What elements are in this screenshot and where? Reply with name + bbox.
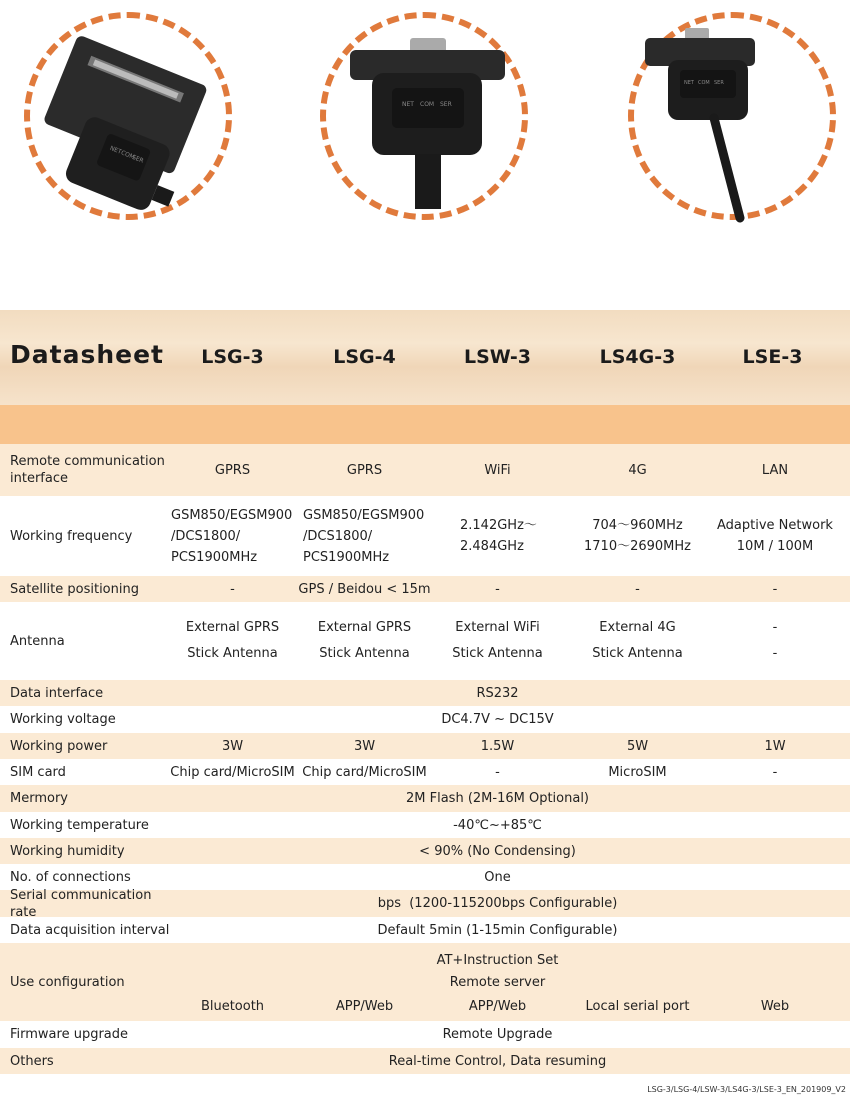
- led-label: COM: [698, 80, 710, 86]
- cell-line: 2.142GHz～: [460, 518, 537, 533]
- table-row: [0, 1021, 850, 1048]
- table-row: [0, 838, 850, 864]
- cell-value: 1W: [764, 738, 786, 754]
- datasheet-header: [0, 310, 850, 405]
- table-row: [0, 887, 850, 920]
- led-label: NET: [108, 144, 123, 156]
- cell-value: APP/Web: [335, 998, 394, 1014]
- cell-line: Adaptive Network: [717, 518, 833, 533]
- cell-value: Real-time Control, Data resuming: [388, 1053, 607, 1069]
- cell-value: [165, 496, 306, 576]
- cell-line: External GPRS: [317, 620, 412, 635]
- device-image-3: [640, 18, 830, 228]
- table-row: [0, 576, 850, 602]
- cell-value: -40℃~+85℃: [453, 817, 542, 833]
- row-label: Data acquisition interval: [10, 922, 170, 938]
- cell-line: External WiFi: [455, 620, 540, 635]
- cell-line: 1710～2690MHz: [584, 539, 691, 554]
- row-label: Data interface: [10, 685, 104, 701]
- cell-value: 2M Flash (2M-16M Optional): [406, 791, 589, 806]
- cell-line: 704～960MHz: [592, 518, 683, 533]
- cell-line: Stick Antenna: [452, 646, 543, 661]
- model-name: LSE-3: [742, 346, 803, 368]
- cell-value: AT+Instruction Set: [436, 952, 559, 968]
- cell-value: bps (1200-115200bps Configurable): [377, 896, 618, 911]
- product-images: [0, 0, 850, 300]
- led-label: NET: [684, 80, 694, 86]
- cell-line: /DCS1800/: [171, 528, 241, 544]
- table-row: [0, 917, 850, 943]
- device-image-1: [30, 20, 230, 220]
- row-label: Use configuration: [10, 974, 125, 990]
- cell-value: 3W: [353, 738, 376, 754]
- document-code: LSG-3/LSG-4/LSW-3/LS4G-3/LSE-3_EN_201909_V2: [647, 1085, 846, 1094]
- cell-line: 2.484GHz: [460, 539, 524, 554]
- row-label: SIM card: [10, 764, 66, 780]
- row-label: No. of connections: [10, 869, 131, 885]
- cell-value: [430, 496, 565, 576]
- cell-value: DC4.7V ~ DC15V: [441, 712, 554, 727]
- cell-value: < 90% (No Condensing): [419, 843, 576, 859]
- cell-value: Web: [760, 998, 790, 1014]
- table-row: [0, 496, 850, 576]
- cell-value: [705, 496, 845, 576]
- cell-line: -: [772, 646, 778, 661]
- cell-value: [297, 602, 432, 680]
- table-row: [0, 1048, 850, 1074]
- cell-value: Bluetooth: [200, 998, 265, 1014]
- table-row: [0, 785, 850, 812]
- cell-value: 1.5W: [480, 738, 515, 754]
- cell-value: Chip card/MicroSIM: [302, 764, 427, 780]
- table-row: [0, 943, 850, 1021]
- cell-line: External GPRS: [185, 620, 280, 635]
- row-label: Others: [10, 1053, 54, 1069]
- cell-value: Local serial port: [585, 998, 690, 1014]
- row-label: Working frequency: [10, 528, 133, 544]
- table-row: [0, 812, 850, 838]
- cell-value: 3W: [221, 738, 244, 754]
- datasheet-title: Datasheet: [10, 340, 164, 369]
- header-divider-bar: [0, 405, 850, 444]
- row-label: Remote communication interface: [10, 454, 165, 486]
- row-label: Working temperature: [10, 817, 149, 833]
- cell-value: WiFi: [484, 462, 511, 478]
- cell-line: GSM850/EGSM900: [171, 507, 293, 523]
- model-name: LSG-4: [333, 346, 396, 368]
- cell-line: Stick Antenna: [187, 646, 278, 661]
- cell-value: RS232: [476, 685, 519, 701]
- row-label: Working voltage: [10, 712, 116, 727]
- row-label: Mermory: [10, 791, 68, 806]
- cell-value: -: [772, 581, 778, 597]
- cell-line: Stick Antenna: [592, 646, 683, 661]
- led-label: COM: [119, 149, 136, 162]
- cell-value: MicroSIM: [608, 764, 667, 780]
- cell-value: -: [495, 581, 500, 597]
- cell-value: -: [635, 581, 640, 597]
- cell-value: APP/Web: [468, 998, 527, 1014]
- cell-value: 5W: [626, 738, 649, 754]
- table-row: [0, 444, 850, 496]
- cell-value: Remote server: [449, 974, 546, 990]
- cell-line: Stick Antenna: [319, 646, 410, 661]
- device-image-2: [330, 28, 520, 228]
- model-name: LSW-3: [463, 346, 531, 368]
- cell-value: [705, 602, 845, 680]
- cell-value: Chip card/MicroSIM: [170, 764, 295, 780]
- cell-line: GSM850/EGSM900: [303, 507, 425, 523]
- model-name: LS4G-3: [599, 346, 676, 368]
- cell-value: -: [772, 764, 778, 780]
- cell-value: Default 5min (1-15min Configurable): [377, 922, 618, 938]
- cell-line: -: [772, 620, 778, 635]
- led-label: SER: [714, 80, 724, 86]
- cell-line: PCS1900MHz: [303, 549, 390, 565]
- table-row: [0, 680, 850, 706]
- cell-line: External 4G: [599, 620, 676, 635]
- row-label: Satellite positioning: [10, 581, 139, 597]
- table-row: [0, 602, 850, 680]
- cell-value: [570, 496, 705, 576]
- cell-value: GPRS: [214, 462, 251, 478]
- cell-value: One: [484, 869, 511, 885]
- cell-value: 4G: [628, 462, 647, 478]
- row-label: Working humidity: [10, 843, 125, 859]
- row-label: Working power: [10, 738, 108, 754]
- cell-value: [570, 602, 705, 680]
- table-row: [0, 706, 850, 733]
- cell-line: 10M / 100M: [736, 539, 814, 554]
- led-label: SER: [440, 101, 452, 108]
- led-label: SER: [130, 153, 145, 165]
- table-row: [0, 733, 850, 759]
- cell-value: [297, 496, 438, 576]
- model-name: LSG-3: [201, 346, 264, 368]
- cell-value: [165, 602, 300, 680]
- table-row: [0, 759, 850, 785]
- cell-value: [430, 602, 565, 680]
- cell-line: /DCS1800/: [303, 528, 373, 544]
- cell-value: -: [230, 581, 235, 597]
- cell-value: LAN: [761, 462, 789, 478]
- cell-value: GPS / Beidou < 15m: [298, 581, 431, 597]
- row-label: Antenna: [10, 633, 65, 649]
- led-label: COM: [420, 101, 435, 108]
- row-label: Firmware upgrade: [10, 1027, 129, 1042]
- led-label: NET: [402, 101, 414, 108]
- cell-value: -: [495, 764, 500, 780]
- cell-line: PCS1900MHz: [171, 549, 258, 565]
- row-label: Serial communication rate: [10, 887, 152, 920]
- cell-value: GPRS: [346, 462, 383, 478]
- cell-value: Remote Upgrade: [442, 1027, 553, 1042]
